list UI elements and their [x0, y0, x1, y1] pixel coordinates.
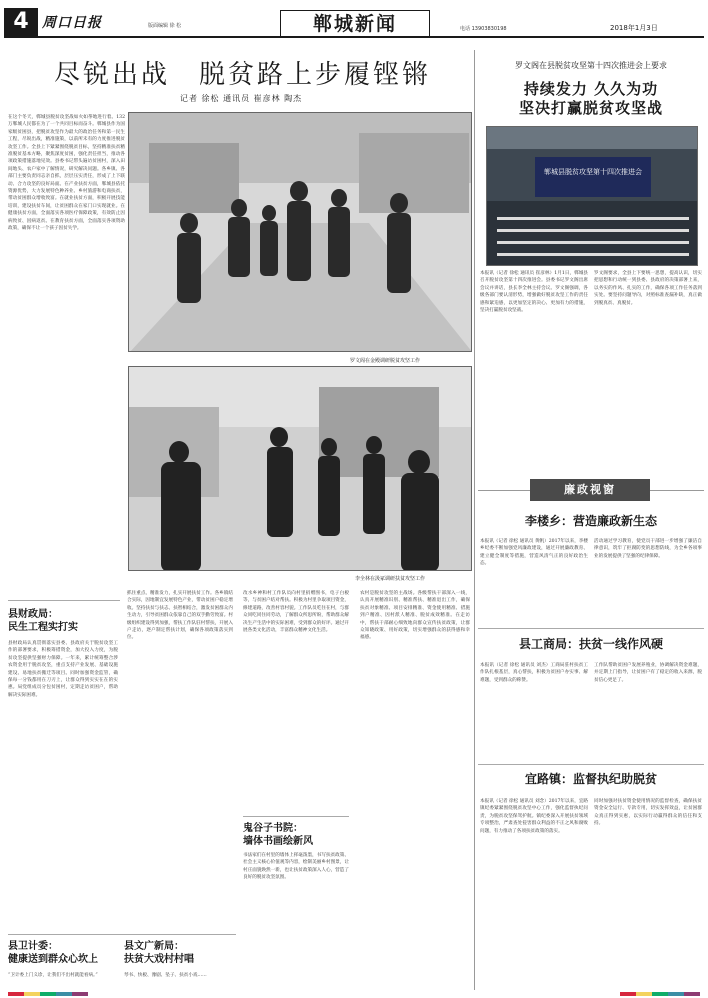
header-date: 2018年1月3日: [610, 24, 658, 32]
photo-inspection-village: [128, 112, 472, 352]
photo-3-image: [487, 127, 698, 266]
culture-bureau-headline: 县文广新局： 扶贫大戏村村唱: [124, 941, 194, 965]
divider: [243, 816, 349, 817]
lilou-body-1: 本报讯（记者 徐松 通讯员 黄帆）2017年以来，李楼乡纪委不断加强党风廉政建设，通过开展廉政教育、建立健全制度等措施，营造风清气正的良好政治生态。: [480, 539, 588, 567]
health-commission-headline: 县卫计委： 健康送到群众心坎上: [8, 941, 98, 965]
print-color-bar: [8, 992, 88, 996]
photo-1-caption: 罗文阁在金殿调研脱贫攻坚工作: [350, 358, 421, 364]
divider: [8, 600, 120, 601]
photo-2-caption: 李全林在汲冢调研扶贫攻坚工作: [355, 576, 426, 582]
guiguzi-academy-headline: 鬼谷子书院： 墙体书画绘新风: [243, 823, 313, 847]
photo-3-banner: 郸城县脱贫攻坚第十四次推进会: [544, 168, 642, 176]
divider: [478, 764, 704, 765]
finance-bureau-headline: 县财政局： 民生工程实打实: [8, 609, 78, 633]
guiguzi-academy-body: 书法家们在村里的墙体上挥毫泼墨，书写扶贫政策、社会主义核心价值观等内容，绘制美丽乡村图景，让村庄面貌焕然一新，也让扶贫政策深入人心，营造了良好的脱贫攻坚氛围。: [243, 853, 349, 881]
page-number: 4: [4, 8, 38, 36]
culture-bureau-body: 琴书、快板、豫剧、坠子、扶贫小戏……: [124, 973, 207, 978]
hotline: 电话 13903830198: [460, 26, 507, 32]
gongshang-body-1: 本报讯（记者 徐松 通讯员 刘杰）工商局驻村扶贫工作队扎根基层，真心帮扶，积极为贫困户办实事、解难题，受到群众的称赞。: [480, 663, 588, 683]
lower-column-2-body: 抓住重点、精准发力，扎实开展扶贫工作。各乡镇结合实际，因地制宜发展特色产业，带动贫困户稳定增收。坚持扶贫与扶志、扶智相结合，激发贫困群众内生动力，引导贫困群众依靠自己的双手勤劳致富。村级组织建设得到加强，帮扶工作队驻村帮扶，开展入户走访，逐户制定帮扶计划，确保各项政策落实到位。: [127, 591, 233, 641]
right-headline: 持续发力 久久为功 坚决打赢脱贫攻坚战: [518, 80, 663, 117]
editor-line: 版面编辑 徐 松: [148, 23, 182, 29]
divider: [8, 934, 236, 935]
section-title: 郸城新闻: [280, 10, 430, 36]
print-color-bar: [620, 992, 700, 996]
right-body-1: 本报讯（记者 徐松 通讯员 崔彦林）1月1日，郸城县召开脱贫攻坚第十四次推进会。县委书记罗文阁出席会议并讲话，县长李全林主持会议。罗文阁强调，各级各部门要认清形势，增强做好脱贫攻坚工作的责任感和紧迫感，以更加坚定的决心、更加有力的措施，坚决打赢脱贫攻坚战。: [480, 271, 588, 314]
masthead: 周口日报: [42, 15, 102, 31]
byline: 记者 徐松 通讯员 崔彦林 陶杰: [180, 94, 303, 103]
main-headline: 尽锐出战 脱贫路上步履铿锵: [54, 60, 432, 90]
health-commission-body: “卫计委上门义诊，让我们不出村就能看病。”: [8, 973, 98, 978]
photo-2-image: [129, 367, 472, 571]
photo-1-image: [129, 113, 472, 352]
yilu-body-1: 本报讯（记者 徐松 通讯员 刘念）2017年以来，宜路镇纪委紧紧围绕脱贫攻坚中心工作，强化监督执纪问责，为脱贫攻坚保驾护航。镇纪委深入开展扶贫领域专项整治，严肃查处侵害群众利益的不正之风和腐败问题，有力推动了各项扶贫政策的落实。: [480, 799, 588, 834]
gongshang-body-2: 工作队帮助贫困户发展养殖业，协调解决资金难题，并定期上门指导，让贫困户有了稳定的收入来源，脱贫信心更足了。: [594, 663, 702, 683]
lower-column-4-body: 农村是脱贫攻坚的主战场。各级帮扶干部深入一线，认真开展精准识别、精准帮扶、精准退出工作，确保扶贫对象精准、项目安排精准、资金使用精准、措施到户精准、因村派人精准、脱贫成效精准。在走访中，帮扶干部耐心细致地向群众宣传扶贫政策，让群众知晓政策、用好政策，切实增强群众的获得感和幸福感。: [360, 591, 470, 641]
yilu-body-2: 同时加强对扶贫资金使用情况的监督检查，确保扶贫资金安全运行、专款专用，切实发挥效益，让贫困群众真正得到实惠，以实际行动赢得群众的信任和支持。: [594, 799, 702, 827]
right-body-2: 罗文阁要求，全县上下要统一思想，提高认识，切实把思想和行动统一到县委、县政府的决策部署上来，以务实的作风、扎实的工作，确保各项工作任务落到实处。要坚持问题导向，对照标准查漏补缺，真正做到脱真贫、真脱贫。: [594, 271, 702, 306]
column-divider: [474, 50, 475, 990]
lianzheng-section-label: 廉政视窗: [530, 479, 650, 501]
main-story-body: 在这个冬天，郸城县脱贫攻坚战如火如荼地进行着。132万郸城人民都在为了一个共同目标而奋斗。郸城县作为国家级贫困县，把脱贫攻坚作为最大的政治任务和第一民生工程，尽锐出战，精准施策，以前所未有的力度推进脱贫攻坚工作。全县上下紧紧围绕脱贫目标，坚持精准扶贫精准脱贫基本方略，聚焦深度贫困，强化责任担当，推动各项政策措施落地见效。县委书记带头遍访贫困村，深入田间地头、农户家中了解情况，研究解决问题。各乡镇、各部门主要负责同志亲自抓，层层压实责任，形成了上下联动、合力攻坚的良好局面。在产业扶贫方面，郸城县依托资源优势，大力发展特色种养业、乡村旅游和电商扶贫，带动贫困群众增收致富。在就业扶贫方面，积极开展技能培训，建设扶贫车间，让贫困群众在家门口实现就业。在健康扶贫方面，全面落实各项医疗保障政策，有效防止因病致贫、因病返贫。在教育扶贫方面，全面落实各项资助政策，确保不让一个孩子因贫失学。: [8, 115, 125, 232]
divider: [478, 628, 704, 629]
lilou-headline: 李楼乡：营造廉政新生态: [524, 514, 657, 528]
photo-village-visit: [128, 366, 472, 571]
lower-column-3-body: 改水乡神和村工作队员向村里捐赠图书，电子白板等，与贫困户结对帮扶。积极为村里争取项目资金，修建道路，改善村容村貌。工作队员吃住在村，与群众同吃同住同劳动，了解群众所思所盼，帮助群众解决生产生活中的实际困难，受到群众的好评。通过开展各类文化活动，丰富群众精神文化生活。: [243, 591, 349, 634]
yilu-headline: 宜路镇：监督执纪助脱贫: [524, 772, 657, 786]
gongshang-headline: 县工商局：扶贫一线作风硬: [518, 637, 663, 651]
right-kicker: 罗文阁在县脱贫攻坚第十四次推进会上要求: [515, 61, 667, 70]
lilou-body-2: 活动通过学习教育，使党员干部进一步增强了廉洁自律意识，筑牢了拒腐防变的思想防线，为全乡各项事业的发展提供了坚强的纪律保障。: [594, 539, 702, 559]
finance-bureau-body: 县财政局认真贯彻落实县委、县政府关于脱贫攻坚工作的部署要求，积极筹措资金，加大投入力度，为脱贫攻坚提供坚强财力保障。一年来，累计统筹整合涉农资金用于脱贫攻坚，重点支持产业发展、基础设施建设、易地扶贫搬迁等项目。同时加强资金监管，确保每一分钱都用在刀刃上，让群众得到实实在在的实惠。局党组成员分包贫困村，定期走访贫困户，帮助解决实际困难。: [8, 641, 118, 698]
photo-meeting-hall: [486, 126, 698, 266]
header-rule: [4, 36, 704, 38]
